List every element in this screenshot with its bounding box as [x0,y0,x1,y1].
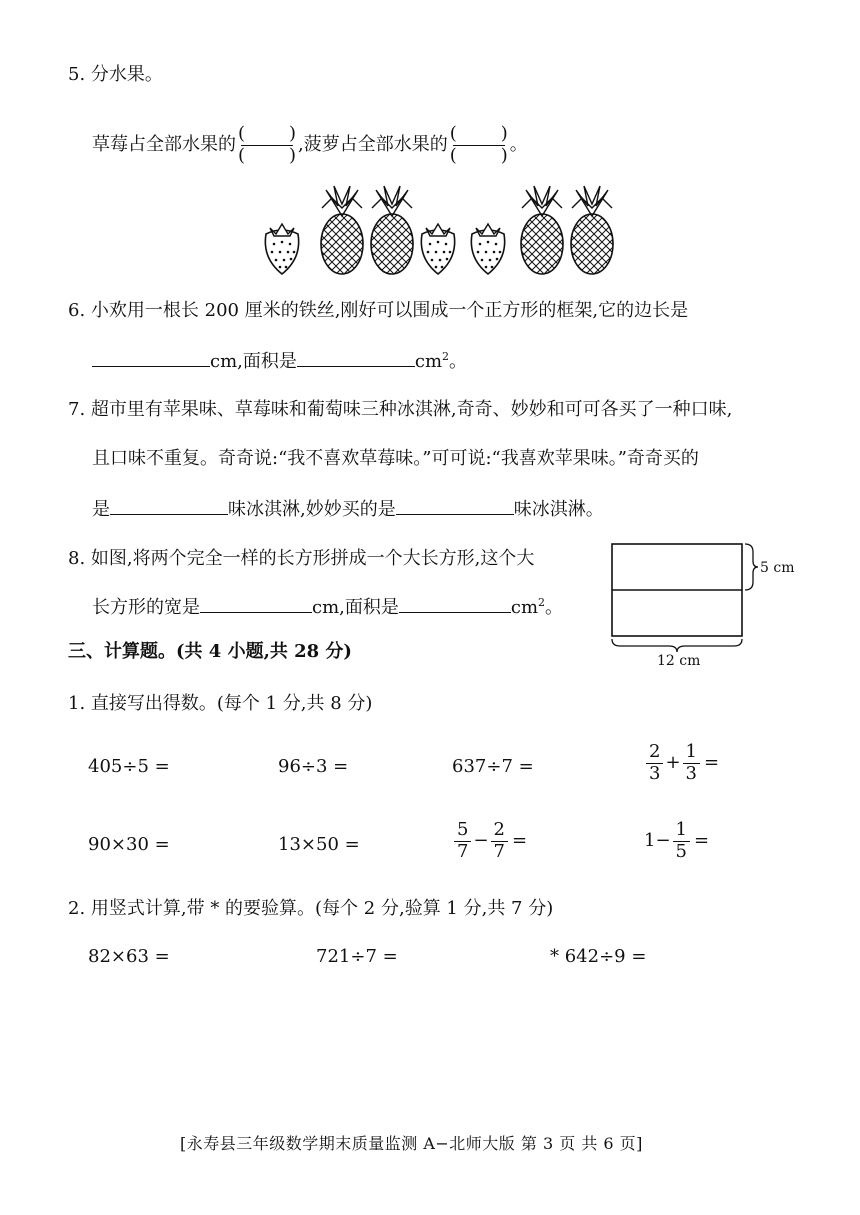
q6-line1: 6. 小欢用一根长 200 厘米的铁丝,刚好可以围成一个正方形的框架,它的边长是 [68,300,689,321]
q8-end: 。 [545,597,564,618]
vertical-calc-item: * 642÷9 = [550,946,647,967]
q7-line2: 且口味不重复。奇奇说:“我不喜欢草莓味。”可可说:“我喜欢苹果味。”奇奇买的 [92,448,699,469]
q5-part1: 草莓占全部水果的 [92,134,236,156]
q7-line3 [92,500,604,519]
q8-width-label: 12 cm [657,653,701,669]
q6-unit1: cm,面积是 [210,351,297,372]
calc-item: 405÷5 = [88,756,170,777]
calc-item: 96÷3 = [278,756,349,777]
q6-end: 。 [449,351,468,372]
fruit-illustration [258,182,618,278]
q8-line2-c: cm [510,597,539,618]
strawberry-icon [471,224,504,274]
q8-rectangle-figure [605,538,815,670]
q8-line2 [92,598,563,617]
q8-line2-b: cm,面积是 [312,597,399,618]
q5-strawberry-fraction-blank[interactable]: ( ) ( ) [238,123,296,166]
q6-side-length-blank[interactable] [92,352,210,367]
vertical-calc-item: 82×63 = [88,946,170,967]
q8-area-blank[interactable] [399,598,511,613]
q8-width-blank[interactable] [200,598,312,613]
q8-sup: 2 [538,596,546,609]
q7-qiqi-blank[interactable] [110,500,228,515]
q7-line3-b: 味冰淇淋,妙妙买的是 [228,499,396,520]
page-footer: [永寿县三年级数学期末质量监测 A−北师大版 第 3 页 共 6 页] [180,1134,643,1153]
section3-title: 三、计算题。(共 4 小题,共 28 分) [68,641,352,662]
pineapple-icon [321,186,363,274]
q5-part2: ,菠萝占全部水果的 [298,134,448,156]
calc-frac-add: $\frac{2}{3}$ + $\frac{1}{3}$ = [644,742,719,784]
section3-sub2: 2. 用竖式计算,带 * 的要验算。(每个 2 分,验算 1 分,共 7 分) [68,898,554,919]
pineapple-icon [371,186,413,274]
q6-sup: 2 [442,350,450,363]
q8-line2-a: 长方形的宽是 [92,597,200,618]
calc-item: 13×50 = [278,834,360,855]
pineapple-icon [521,186,563,274]
calc-item: 637÷7 = [452,756,534,777]
q7-line3-a: 是 [92,499,110,520]
q7-line3-c: 味冰淇淋。 [513,499,604,520]
q8-height-label: 5 cm [760,560,795,576]
calc-frac-one: 1− $\frac{1}{5}$ = [644,819,710,862]
width-brace [612,639,742,652]
q7-miaomiao-blank[interactable] [396,500,514,515]
q8-line1: 8. 如图,将两个完全一样的长方形拼成一个大长方形,这个大 [68,548,535,569]
vertical-calc-item: 721÷7 = [316,946,398,967]
q5-statement [92,124,528,166]
q6-line2 [92,352,467,371]
q5-title: 5. 分水果。 [68,64,163,85]
q6-area-blank[interactable] [297,352,415,367]
pineapple-icon [571,186,613,274]
section3-sub1: 1. 直接写出得数。(每个 1 分,共 8 分) [68,693,373,714]
calc-item: 90×30 = [88,834,170,855]
strawberry-icon [265,224,298,274]
strawberry-icon [421,224,454,274]
q5-pineapple-fraction-blank[interactable]: ( ) ( ) [449,123,508,166]
q6-unit2: cm [414,351,443,372]
q7-line1: 7. 超市里有苹果味、草莓味和葡萄味三种冰淇淋,奇奇、妙妙和可可各买了一种口味, [68,399,733,420]
q5-end: 。 [509,134,528,156]
height-brace [745,544,758,590]
calc-frac-sub: $\frac{5}{7}$ − $\frac{2}{7}$ = [452,820,527,862]
